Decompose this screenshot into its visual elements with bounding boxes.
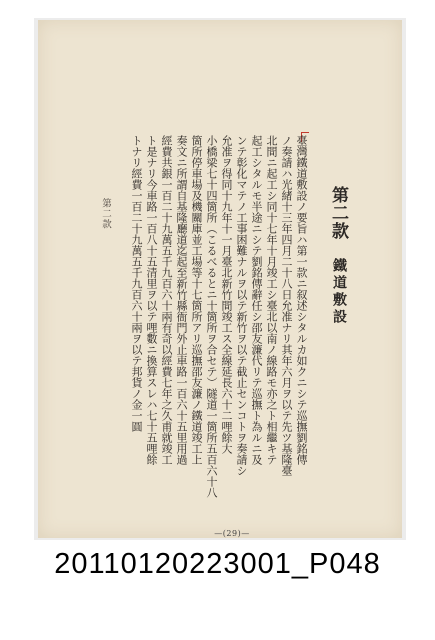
body-line: 起工シタルモ半途ニシテ劉銘傳辭任シ邵友濂代リテ巡撫ト為ルニ及 xyxy=(250,135,263,465)
body-line: 經費共銀一百二十九萬五千九百六十兩有奇以經費七年之久甫就竣工 xyxy=(160,135,173,465)
body-line: 箇所停車場及機關庫並工場等十七箇所アリ巡撫邵友濂ノ鐵道竣工上 xyxy=(190,135,203,465)
body-line: ンテ彰化マテノ工事困難ナルヲ以テ新竹ヲ以テ截止センコトヲ奏請シ xyxy=(235,135,248,476)
body-line: ト是ナリ今車路一百八十五清里ヲ以テ哩數ニ換算スレハ七十五哩餘 xyxy=(145,135,158,465)
body-line: 臺灣鐵道敷設ノ要旨ハ第一款ニ叙述シタルカ如クニシテ巡撫劉銘傳 xyxy=(295,135,308,465)
page-number: —(29)— xyxy=(214,529,250,538)
image-caption: 20110120223001_P048 xyxy=(54,548,381,580)
body-line: 小橋梁七十四箇所（こるべるとニ十箇所ヲ合セテ）隧道一箇所五百六十八 xyxy=(205,135,218,498)
chapter-heading: 第二款 xyxy=(328,186,348,240)
document-page xyxy=(38,20,402,538)
body-line: 允准ヲ得同十九年十一月臺北新竹間竣工ス全線延長六十二哩餘大 xyxy=(220,135,233,454)
body-line: トナリ經費一百二十九萬五千九百六十兩ヲ以テ邦貨ノ金一圓 xyxy=(130,135,143,432)
body-text xyxy=(131,135,308,515)
body-line: 奏文ニ所謂自基隆廳道迄起至新竹縣衙門外止車路一百六十五里用過 xyxy=(175,135,188,465)
margin-section-label: 第二款 xyxy=(100,198,111,230)
body-line: 北間ニ起工シ同十七年十月竣工シ臺北以南ノ線路モ亦之ト相繼キテ xyxy=(265,135,278,465)
body-line: ノ奏請ハ光緒十三年四月二十八日允准ナリ其年六月ヲ以テ先ツ基隆臺 xyxy=(280,135,293,476)
section-title: 鐵道敷設 xyxy=(331,258,347,326)
